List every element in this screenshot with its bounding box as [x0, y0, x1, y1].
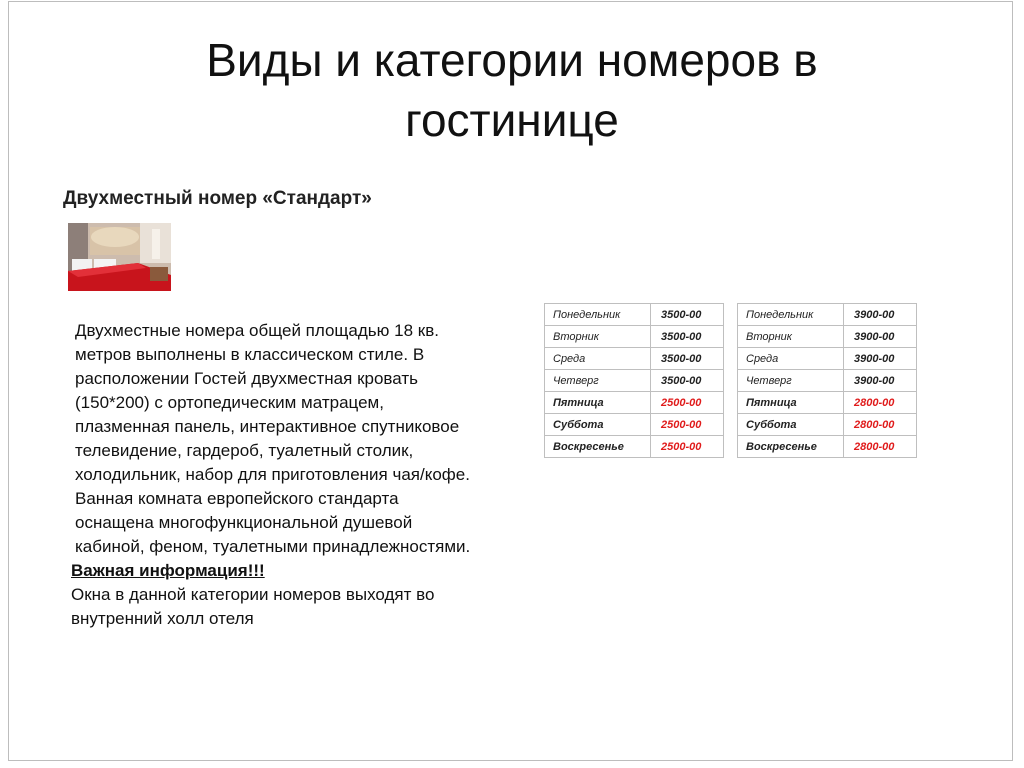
price-cell: 3900-00 [844, 304, 917, 326]
hotel-room-photo [68, 223, 171, 291]
day-cell: Четверг [738, 370, 844, 392]
price-cell: 3500-00 [651, 326, 724, 348]
price-cell: 3500-00 [651, 304, 724, 326]
room-description [71, 319, 471, 631]
day-cell: Вторник [738, 326, 844, 348]
price-cell: 2800-00 [844, 436, 917, 458]
important-info-text: Окна в данной категории номеров выходят во внутренний холл отеля [71, 585, 435, 628]
table-row [545, 348, 724, 370]
table-row [738, 348, 917, 370]
table-row [738, 326, 917, 348]
price-cell: 2500-00 [651, 392, 724, 414]
day-cell: Среда [545, 348, 651, 370]
price-cell: 2800-00 [844, 414, 917, 436]
price-table-2 [737, 303, 917, 458]
title-line-1: Виды и категории номеров в [206, 34, 818, 86]
price-cell: 2500-00 [651, 414, 724, 436]
price-cell: 2800-00 [844, 392, 917, 414]
price-cell: 3500-00 [651, 348, 724, 370]
day-cell: Четверг [545, 370, 651, 392]
price-cell: 3900-00 [844, 348, 917, 370]
day-cell: Понедельник [738, 304, 844, 326]
table-row-weekend [738, 436, 917, 458]
day-cell: Воскресенье [738, 436, 844, 458]
price-cell: 3900-00 [844, 326, 917, 348]
price-cell: 3500-00 [651, 370, 724, 392]
day-cell: Воскресенье [545, 436, 651, 458]
table-row-weekend [738, 392, 917, 414]
table-row [738, 370, 917, 392]
hotel-room-illustration [68, 223, 171, 291]
day-cell: Понедельник [545, 304, 651, 326]
day-cell: Вторник [545, 326, 651, 348]
price-cell: 3900-00 [844, 370, 917, 392]
day-cell: Среда [738, 348, 844, 370]
room-category-heading: Двухместный номер «Стандарт» [63, 188, 372, 209]
table-row-weekend [545, 414, 724, 436]
important-info-label: Важная информация!!! [71, 561, 265, 580]
table-row-weekend [545, 392, 724, 414]
page-title [0, 30, 1024, 150]
price-table-1 [544, 303, 724, 458]
table-row [545, 370, 724, 392]
day-cell: Пятница [545, 392, 651, 414]
day-cell: Суббота [738, 414, 844, 436]
table-row [545, 304, 724, 326]
table-row-weekend [545, 436, 724, 458]
day-cell: Суббота [545, 414, 651, 436]
table-row-weekend [738, 414, 917, 436]
table-row [738, 304, 917, 326]
table-row [545, 326, 724, 348]
title-line-2: гостинице [405, 94, 619, 146]
description-text: Двухместные номера общей площадью 18 кв. метров выполнены в классическом стиле. В расположении Гостей двухместная кровать (150*200) с ортопедическим матрацем, плазменная панель, интерактивное спутниковое телевидение, гардероб, туалетный столик, холодильник, набор для приготовления чая/кофе. Ванная комната европейского стандарта оснащена многофункциональной душевой кабиной, феном, туалетными принадлежностями. [75, 321, 471, 556]
price-cell: 2500-00 [651, 436, 724, 458]
day-cell: Пятница [738, 392, 844, 414]
